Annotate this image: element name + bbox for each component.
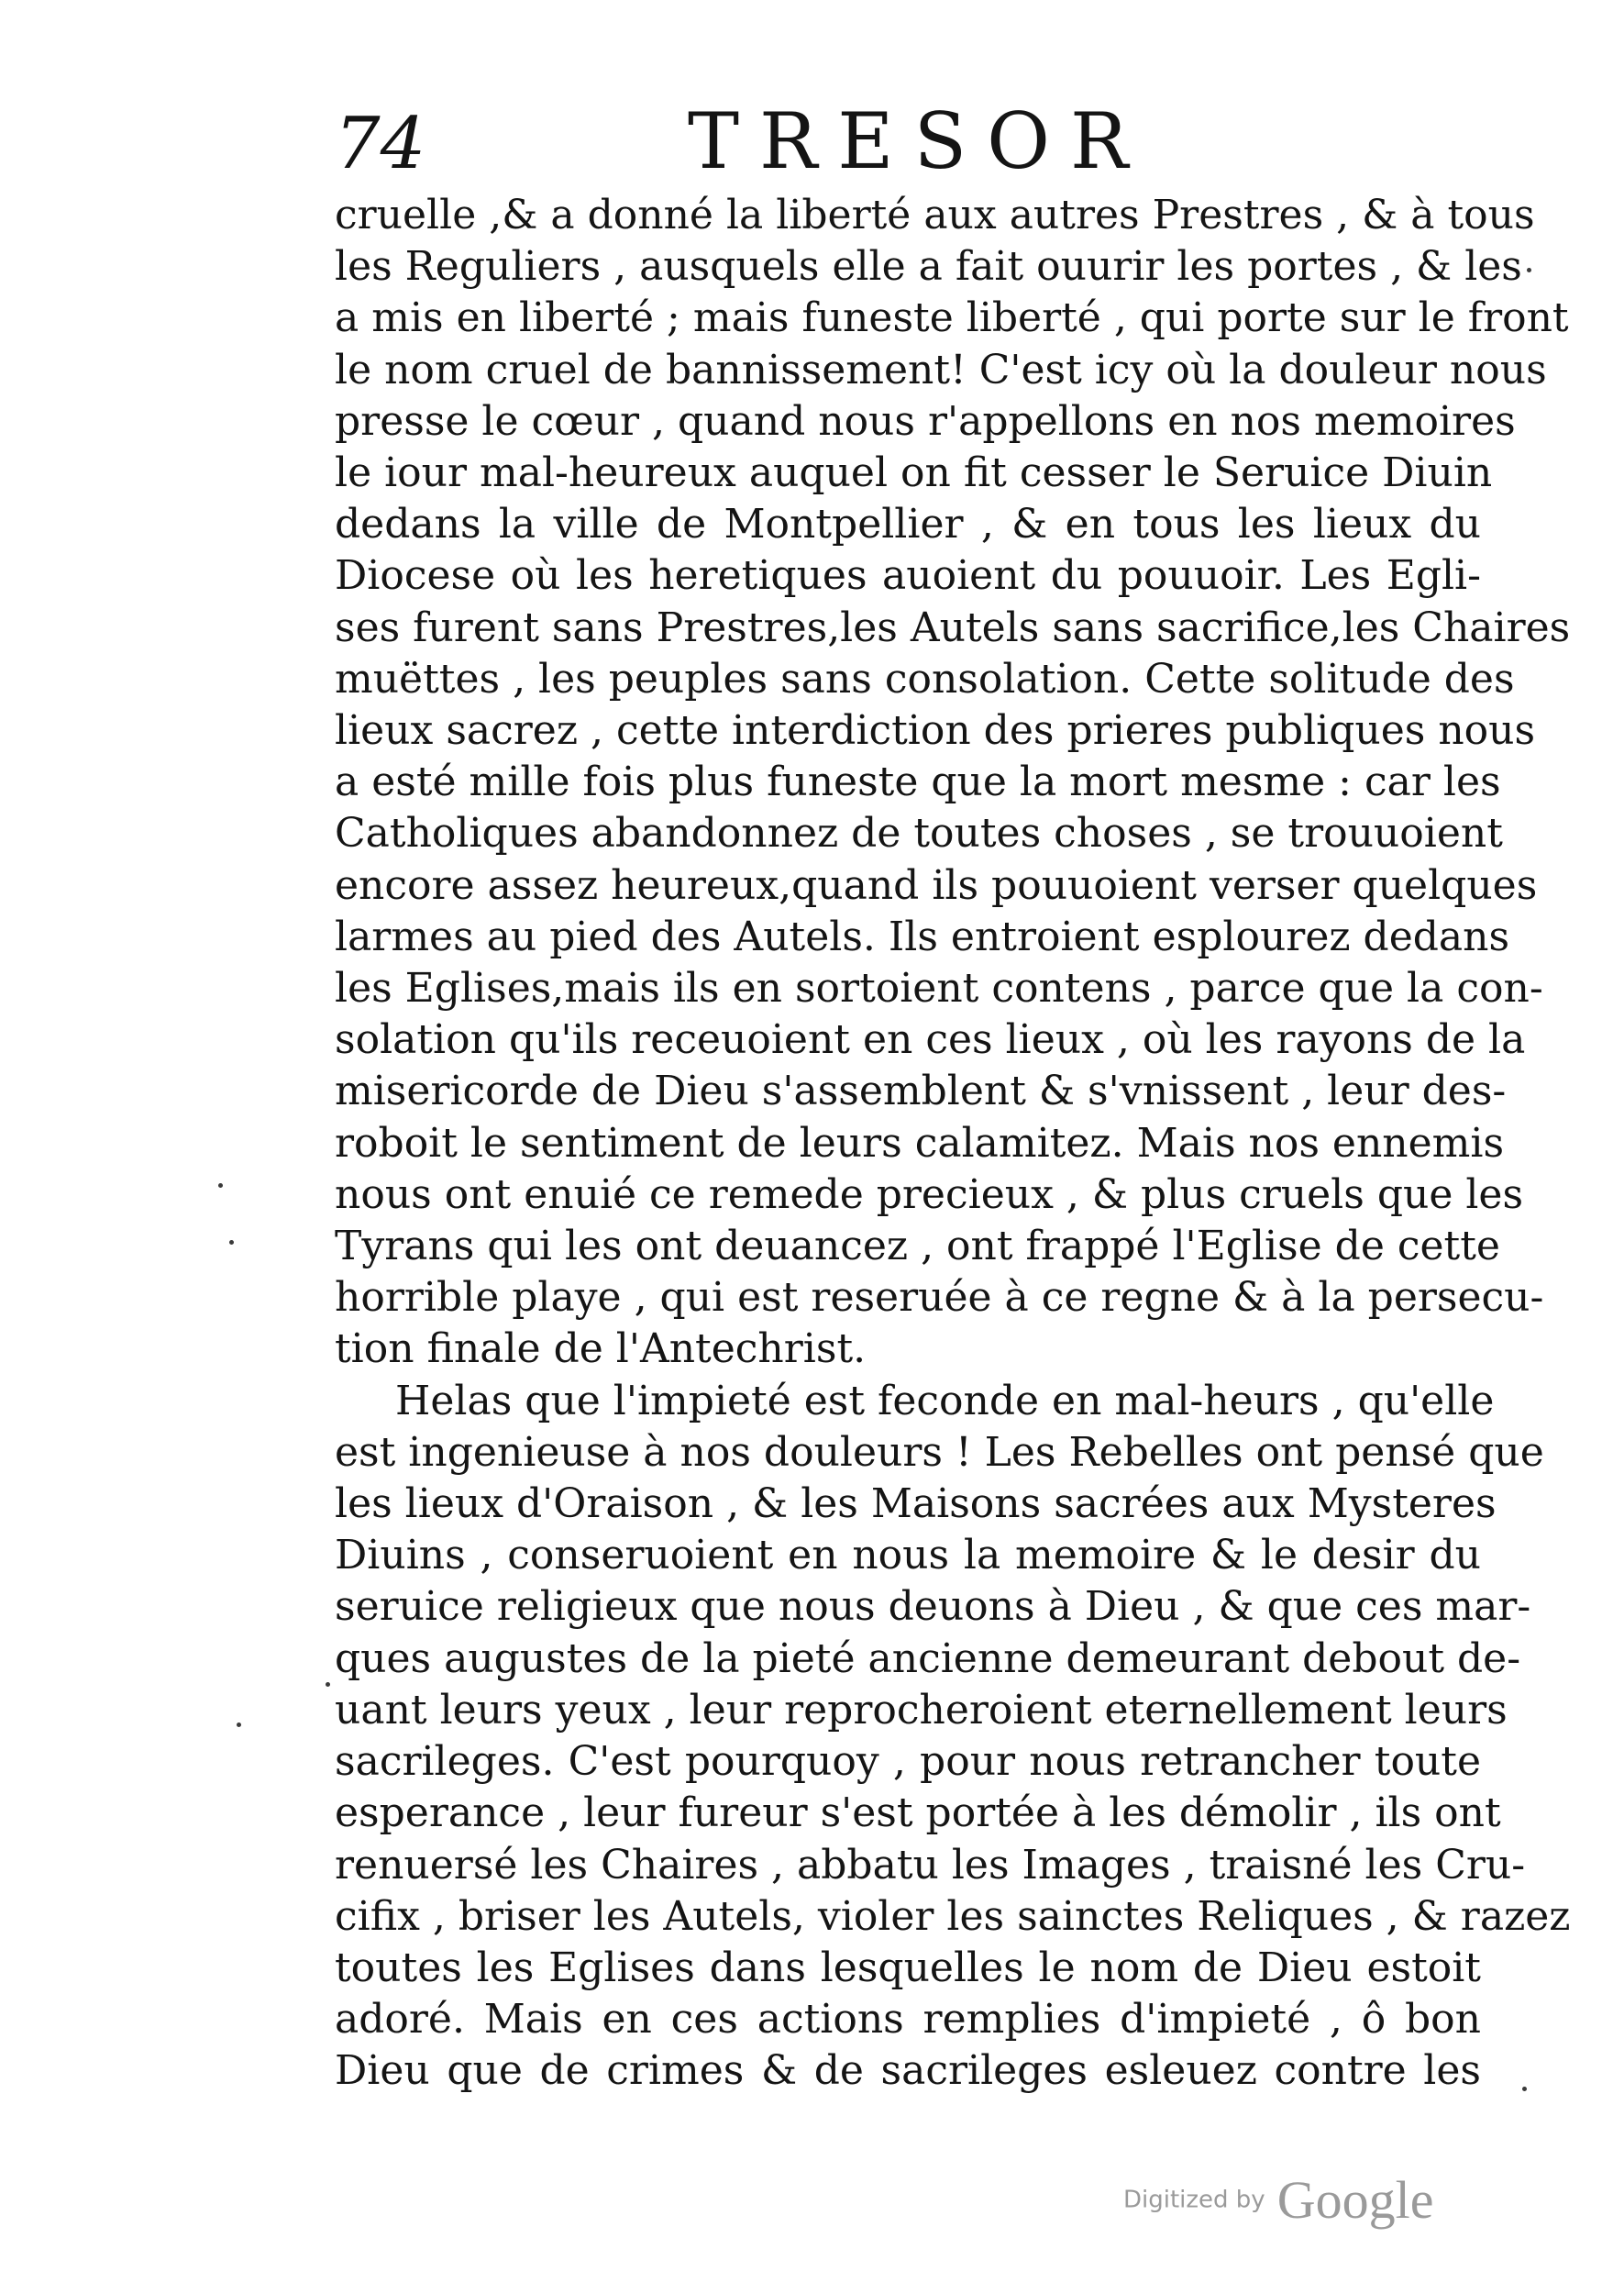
text-line: cifix , briser les Autels, violer les sainctes Reliques , & razez xyxy=(335,1892,1571,1940)
text-line: larmes au pied des Autels. Ils entroient esplourez dedans xyxy=(335,913,1510,960)
text-line: Diocese où les heretiques auoient du pouuoir. Les Egli- xyxy=(335,552,1481,600)
text-line: horrible playe , qui est reseruée à ce regne & à la persecu- xyxy=(335,1274,1544,1322)
ink-speck xyxy=(1522,2087,1527,2091)
text-line: lieux sacrez , cette interdiction des prieres publiques nous xyxy=(335,707,1536,755)
text-line: renuersé les Chaires , abbatu les Images , traisné les Cru- xyxy=(335,1841,1526,1889)
text-line: misericorde de Dieu s'assemblent & s'vnissent , leur des- xyxy=(335,1068,1507,1115)
ink-speck xyxy=(326,1682,330,1687)
digitized-by-label: Digitized by xyxy=(1123,2186,1265,2214)
text-line: le iour mal-heureux auquel on fit cesser le Seruice Diuin xyxy=(335,449,1493,497)
text-line: cruelle ,& a donné la liberté aux autres Prestres , & à tous xyxy=(335,192,1535,238)
ink-speck xyxy=(1527,268,1531,272)
google-logo-text: Google xyxy=(1276,2170,1434,2230)
text-line: a mis en liberté ; mais funeste liberté , qui porte sur le front xyxy=(335,294,1569,342)
paragraph-start-line: Helas que l'impieté est feconde en mal-heurs , qu'elle xyxy=(395,1377,1495,1424)
body-text xyxy=(335,190,1571,2098)
ink-speck xyxy=(218,1183,223,1188)
text-line: presse le cœur , quand nous r'appellons en nos memoires xyxy=(335,397,1516,445)
text-line: ses furent sans Prestres,les Autels sans sacrifice,les Chaires xyxy=(335,604,1571,651)
paragraph-end-line: tion finale de l'Antechrist. xyxy=(335,1325,867,1373)
text-line: les Reguliers , ausquels elle a fait ouurir les portes , & les xyxy=(335,243,1522,291)
text-line: les Eglises,mais ils en sortoient contens , parce que la con- xyxy=(335,965,1543,1013)
text-line: adoré. Mais en ces actions remplies d'impieté , ô bon xyxy=(335,1996,1481,2044)
text-line: Tyrans qui les ont deuancez , ont frappé l'Eglise de cette xyxy=(335,1223,1500,1270)
page-number: 74 xyxy=(335,103,426,185)
digitization-watermark xyxy=(1123,2169,1434,2231)
text-line: le nom cruel de bannissement! C'est icy où la douleur nous xyxy=(335,346,1547,393)
text-line: muëttes , les peuples sans consolation. Cette solitude des xyxy=(335,655,1515,703)
text-line: encore assez heureux,quand ils pouuoient verser quelques xyxy=(335,861,1538,909)
text-line: ques augustes de la pieté ancienne demeurant debout de- xyxy=(335,1634,1521,1682)
text-line: esperance , leur fureur s'est portée à les démolir , ils ont xyxy=(335,1789,1501,1837)
text-line: sacrileges. C'est pourquoy , pour nous retrancher toute xyxy=(335,1738,1481,1786)
text-line: Catholiques abandonnez de toutes choses , se trouuoient xyxy=(335,810,1503,858)
running-title: TRESOR xyxy=(688,96,1149,186)
text-line: nous ont enuié ce remede precieux , & plus cruels que les xyxy=(335,1170,1524,1218)
text-line: toutes les Eglises dans lesquelles le nom de Dieu estoit xyxy=(335,1944,1481,1991)
text-line: solation qu'ils receuoient en ces lieux , où les rayons de la xyxy=(335,1016,1526,1064)
text-line: Dieu que de crimes & de sacrileges esleuez contre les xyxy=(335,2047,1481,2095)
text-line: a esté mille fois plus funeste que la mort mesme : car les xyxy=(335,759,1501,806)
text-line: dedans la ville de Montpellier , & en tous les lieux du xyxy=(335,501,1481,548)
text-line: est ingenieuse à nos douleurs ! Les Rebelles ont pensé que xyxy=(335,1428,1544,1476)
text-line: uant leurs yeux , leur reprocheroient eternellement leurs xyxy=(335,1686,1508,1734)
text-line: seruice religieux que nous deuons à Dieu , & que ces mar- xyxy=(335,1583,1531,1631)
text-line: les lieux d'Oraison , & les Maisons sacrées aux Mysteres xyxy=(335,1480,1497,1528)
text-line: roboit le sentiment de leurs calamitez. Mais nos ennemis xyxy=(335,1119,1505,1167)
ink-speck xyxy=(237,1723,241,1727)
ink-speck xyxy=(229,1240,234,1245)
text-line: Diuins , conseruoient en nous la memoire & le desir du xyxy=(335,1532,1481,1579)
